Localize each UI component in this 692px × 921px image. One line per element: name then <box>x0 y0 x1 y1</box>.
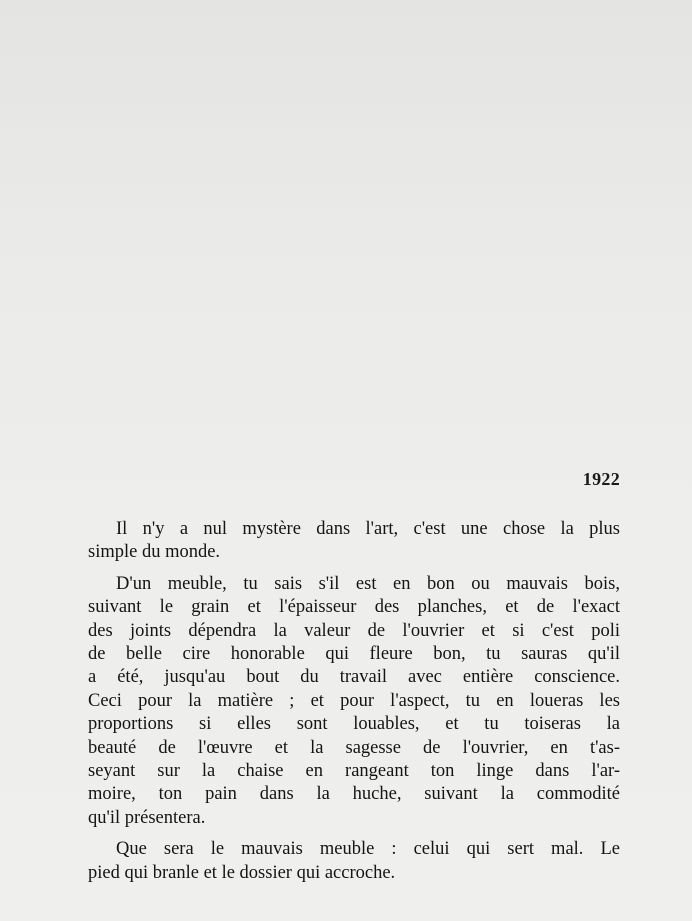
paragraph-1 <box>88 518 620 565</box>
text-line: pied qui branle et le dossier qui accroche. <box>88 862 396 883</box>
text-line: suivant le grain et l'épaisseur des planches, et de l'exact <box>88 597 620 618</box>
text-line: a été, jusqu'au bout du travail avec entière conscience. <box>88 667 620 688</box>
text-line: des joints dépendra la valeur de l'ouvrier et si c'est poli <box>88 620 620 641</box>
section-year-heading: 1922 <box>582 469 620 489</box>
body-text <box>88 518 620 893</box>
text-line: moire, ton pain dans la huche, suivant la commodité <box>88 784 620 805</box>
paragraph-2 <box>88 573 620 830</box>
text-line: Ceci pour la matière ; et pour l'aspect, tu en loueras les <box>88 690 620 711</box>
text-line: simple du monde. <box>88 542 221 563</box>
text-line: D'un meuble, tu sais s'il est en bon ou mauvais bois, <box>116 573 620 594</box>
text-line: qu'il présentera. <box>88 807 206 828</box>
paragraph-3 <box>88 838 620 885</box>
text-line: Il n'y a nul mystère dans l'art, c'est une chose la plus <box>116 519 620 539</box>
text-line: de belle cire honorable qui fleure bon, tu sauras qu'il <box>88 644 620 665</box>
text-line: seyant sur la chaise en rangeant ton linge dans l'ar- <box>88 761 620 782</box>
text-line: beauté de l'œuvre et la sagesse de l'ouvrier, en t'as- <box>88 737 620 758</box>
text-line: proportions si elles sont louables, et tu toiseras la <box>88 714 620 735</box>
text-line: Que sera le mauvais meuble : celui qui sert mal. Le <box>116 839 620 860</box>
